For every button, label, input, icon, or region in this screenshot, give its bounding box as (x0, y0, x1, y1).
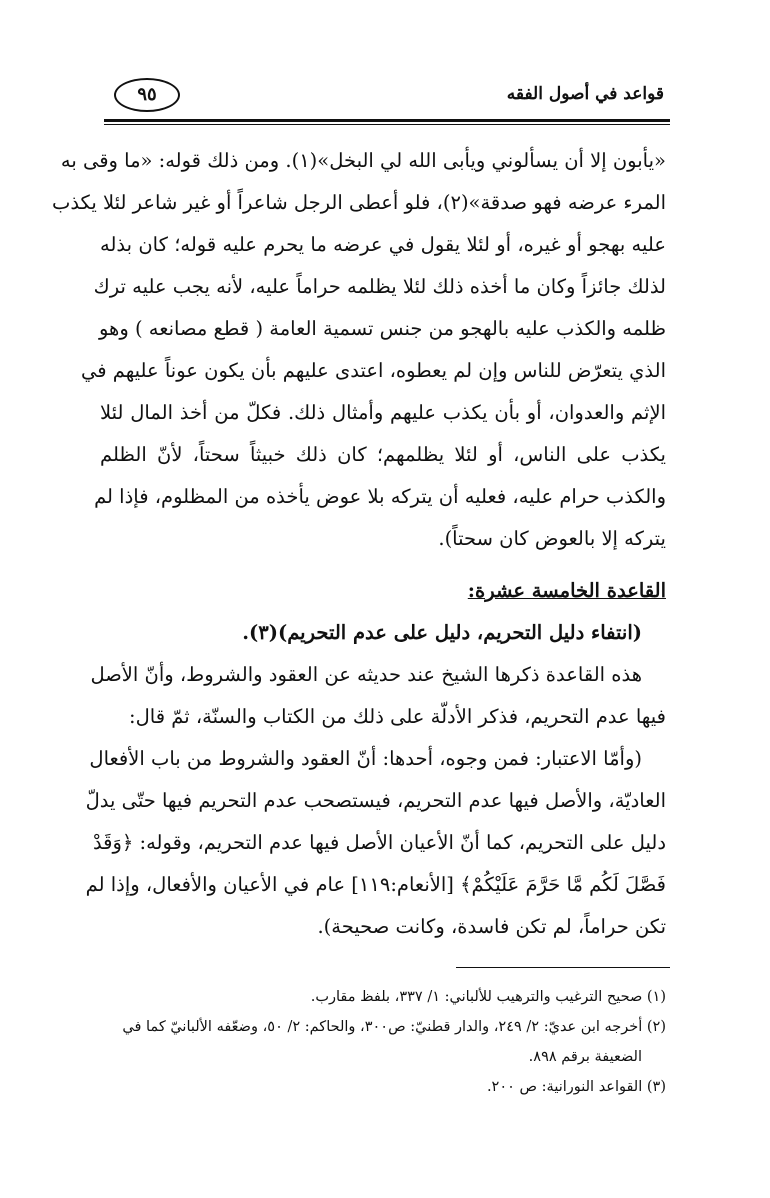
section-heading: القاعدة الخامسة عشرة: (467, 579, 666, 602)
footnote-separator (456, 967, 670, 968)
body-text (51, 140, 666, 948)
footnote: (٣) القواعد النورانية: ص ٢٠٠. (486, 1079, 666, 1095)
body-line: يكذب على الناس، أو لئلا يظلمهم؛ كان ذلك خبيثاً سحتاً، لأنّ الظلم (100, 443, 666, 466)
body-line: لذلك جائزاً وكان ما أخذه ذلك لئلا يظلمه حراماً عليه، لأنه يجب عليه ترك (93, 275, 666, 298)
rule-statement: (انتفاء دليل التحريم، دليل على عدم التحريم)(٣). (242, 621, 642, 644)
paragraph-line: هذه القاعدة ذكرها الشيخ عند حديثه عن العقود والشروط، وأنّ الأصل (90, 663, 642, 686)
body-line: عليه بهجو أو غيره، أو لئلا يقول في عرضه ما يحرم عليه قوله؛ كان بذله (100, 233, 666, 256)
body-line: ظلمه والكذب عليه بالهجو من جنس تسمية العامة ( قطع مصانعه ) وهو (98, 317, 666, 340)
paragraph-line: تكن حراماً، لم تكن فاسدة، وكانت صحيحة). (317, 915, 666, 938)
footnote-continuation: الضعيفة برقم ٨٩٨. (528, 1049, 642, 1065)
body-line: الإثم والعدوان، أو بأن يكذب عليهم وأمثال ذلك. فكلّ من أخذ المال لئلا (100, 401, 666, 424)
paragraph-line: دليل على التحريم، كما أنّ الأعيان الأصل فيها عدم التحريم، وقوله: ﴿وَقَدْ (92, 831, 666, 854)
header-rule (104, 119, 670, 122)
paragraph-line: العاديّة، والأصل فيها عدم التحريم، فيستصحب عدم التحريم فيها حتّى يدلّ (85, 789, 666, 812)
body-line: والكذب حرام عليه، فعليه أن يتركه بلا عوض يأخذه من المظلوم، فإذا لم (94, 485, 666, 508)
body-line: يتركه إلا بالعوض كان سحتاً). (438, 527, 666, 550)
paragraph-line: فيها عدم التحريم، فذكر الأدلّة على ذلك من الكتاب والسنّة، ثمّ قال: (129, 705, 666, 728)
body-line: المرء عرضه فهو صدقة»(٢)، فلو أعطى الرجل شاعراً أو غير شاعر لئلا يكذب (51, 191, 666, 214)
body-line: «يأبون إلا أن يسألوني ويأبى الله لي البخل»(١). ومن ذلك قوله: «ما وقى به (60, 149, 666, 172)
paragraph-line: فَصَّلَ لَكُم مَّا حَرَّمَ عَلَيْكُمْ﴾ [الأنعام:١١٩] عام في الأعيان والأفعال، وإذا لم (85, 873, 666, 896)
footnote: (١) صحيح الترغيب والترهيب للألباني: ١/ ٣٣٧، بلفظ مقارب. (310, 989, 666, 1005)
footnote: (٢) أخرجه ابن عديّ: ٢/ ٢٤٩، والدار قطنيّ: ص٣٠٠، والحاكم: ٢/ ٥٠، وضعّفه الألبانيّ كما في (122, 1019, 666, 1035)
footnotes (100, 982, 666, 1102)
running-header-title: قواعد في أصول الفقه (506, 84, 664, 104)
paragraph-line: (وأمّا الاعتبار: فمن وجوه، أحدها: أنّ العقود والشروط من باب الأفعال (89, 747, 642, 770)
header-rule-thin (104, 124, 670, 125)
page-number: ٩٥ (114, 78, 180, 112)
body-line: الذي يتعرّض للناس وإن لم يعطوه، اعتدى عليهم بأن يكون عوناً عليهم في (80, 359, 666, 382)
